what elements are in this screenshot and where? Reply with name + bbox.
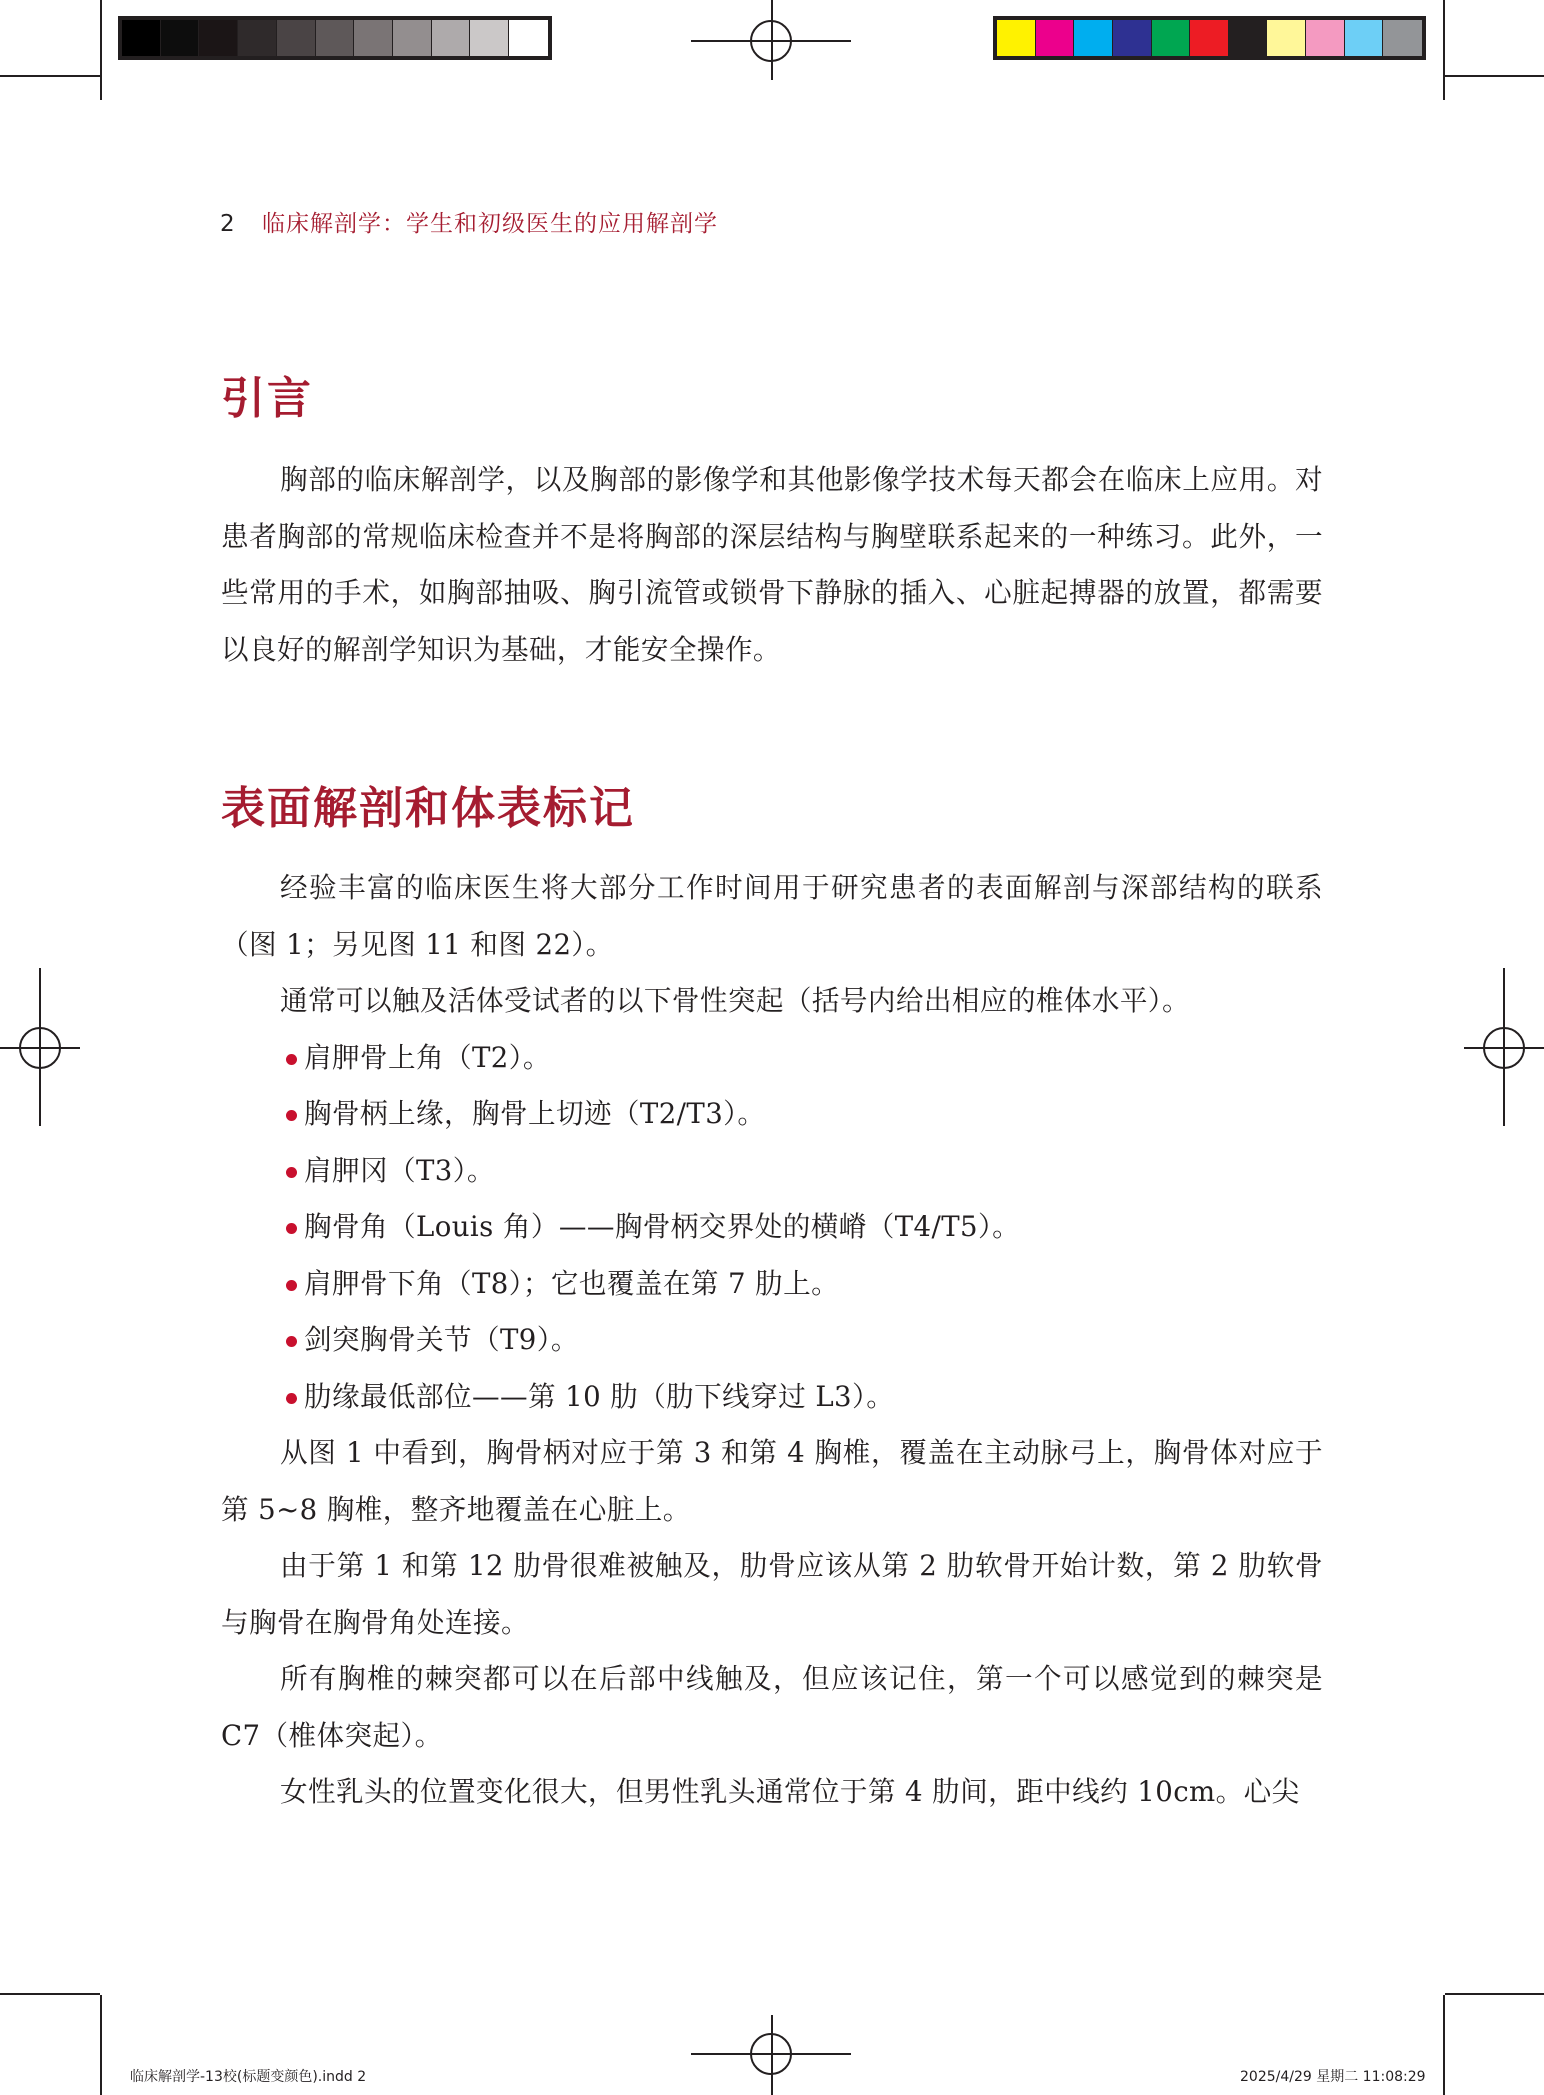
paragraph: 所有胸椎的棘突都可以在后部中线触及，但应该记住，第一个可以感觉到的棘突是 C7（椎体突起）。 — [221, 1662, 1323, 1752]
color-swatch — [997, 20, 1036, 56]
color-swatch — [1036, 20, 1075, 56]
paragraph: 经验丰富的临床医生将大部分工作时间用于研究患者的表面解剖与深部结构的联系（图 1；另见图 11 和图 22）。 — [221, 871, 1323, 961]
color-swatch — [1306, 20, 1345, 56]
paragraph: 从图 1 中看到，胸骨柄对应于第 3 和第 4 胸椎，覆盖在主动脉弓上，胸骨体对应于第 5~8 胸椎，整齐地覆盖在心脏上。 — [221, 1436, 1323, 1526]
list-item: 胸骨角（Louis 角）——胸骨柄交界处的横嵴（T4/T5）。 — [221, 1199, 1323, 1256]
paragraph: 通常可以触及活体受试者的以下骨性突起（括号内给出相应的椎体水平）。 — [280, 984, 1190, 1017]
bony-landmarks-list — [221, 1030, 1323, 1426]
running-header — [220, 205, 718, 238]
color-swatch — [1229, 20, 1268, 56]
paragraph: 由于第 1 和第 12 肋骨很难被触及，肋骨应该从第 2 肋软骨开始计数，第 2 肋软骨与胸骨在胸骨角处连接。 — [221, 1549, 1323, 1639]
bullet-icon — [286, 1223, 297, 1234]
color-swatch — [1345, 20, 1384, 56]
bullet-icon — [286, 1110, 297, 1121]
section-heading-surface-anatomy: 表面解剖和体表标记 — [221, 783, 635, 834]
list-item: 肋缘最低部位——第 10 肋（肋下线穿过 L3）。 — [221, 1369, 1323, 1426]
color-swatch — [277, 20, 316, 56]
color-swatch — [161, 20, 200, 56]
bullet-icon — [286, 1054, 297, 1065]
page-number: 2 — [220, 211, 236, 237]
color-swatch — [1152, 20, 1191, 56]
color-swatch — [1267, 20, 1306, 56]
list-item: 肩胛骨上角（T2）。 — [221, 1030, 1323, 1087]
color-swatch — [1113, 20, 1152, 56]
bullet-icon — [286, 1167, 297, 1178]
color-swatch — [470, 20, 509, 56]
color-swatch — [199, 20, 238, 56]
color-swatch — [1190, 20, 1229, 56]
color-swatch — [354, 20, 393, 56]
paragraph: 胸部的临床解剖学，以及胸部的影像学和其他影像学技术每天都会在临床上应用。对患者胸部的常规临床检查并不是将胸部的深层结构与胸壁联系起来的一种练习。此外，一些常用的手术，如胸部抽吸、胸引流管或锁骨下静脉的插入、心脏起搏器的放置，都需要以良好的解剖学知识为基础，才能安全操作。 — [221, 463, 1323, 666]
section-heading-introduction: 引言 — [221, 373, 313, 424]
bullet-icon — [286, 1336, 297, 1347]
color-swatch — [1383, 20, 1422, 56]
introduction-body — [221, 452, 1323, 678]
running-header-title: 临床解剖学：学生和初级医生的应用解剖学 — [261, 211, 718, 237]
color-swatch — [316, 20, 355, 56]
color-control-strip — [993, 16, 1426, 60]
color-swatch — [238, 20, 277, 56]
color-swatch — [432, 20, 471, 56]
bullet-icon — [286, 1280, 297, 1291]
grayscale-control-strip — [118, 16, 552, 60]
slug-timestamp: 2025/4/29 星期二 11:08:29 — [1240, 2069, 1426, 2085]
paragraph: 女性乳头的位置变化很大，但男性乳头通常位于第 4 肋间，距中线约 10cm。心尖 — [280, 1775, 1300, 1808]
surface-anatomy-body — [221, 860, 1323, 1821]
bullet-icon — [286, 1393, 297, 1404]
color-swatch — [122, 20, 161, 56]
slug-file-info: 临床解剖学-13校(标题变颜色).indd 2 — [130, 2069, 367, 2085]
list-item: 胸骨柄上缘，胸骨上切迹（T2/T3）。 — [221, 1086, 1323, 1143]
color-swatch — [393, 20, 432, 56]
list-item: 肩胛冈（T3）。 — [221, 1143, 1323, 1200]
color-swatch — [509, 20, 548, 56]
list-item: 剑突胸骨关节（T9）。 — [221, 1312, 1323, 1369]
color-swatch — [1074, 20, 1113, 56]
list-item: 肩胛骨下角（T8）；它也覆盖在第 7 肋上。 — [221, 1256, 1323, 1313]
